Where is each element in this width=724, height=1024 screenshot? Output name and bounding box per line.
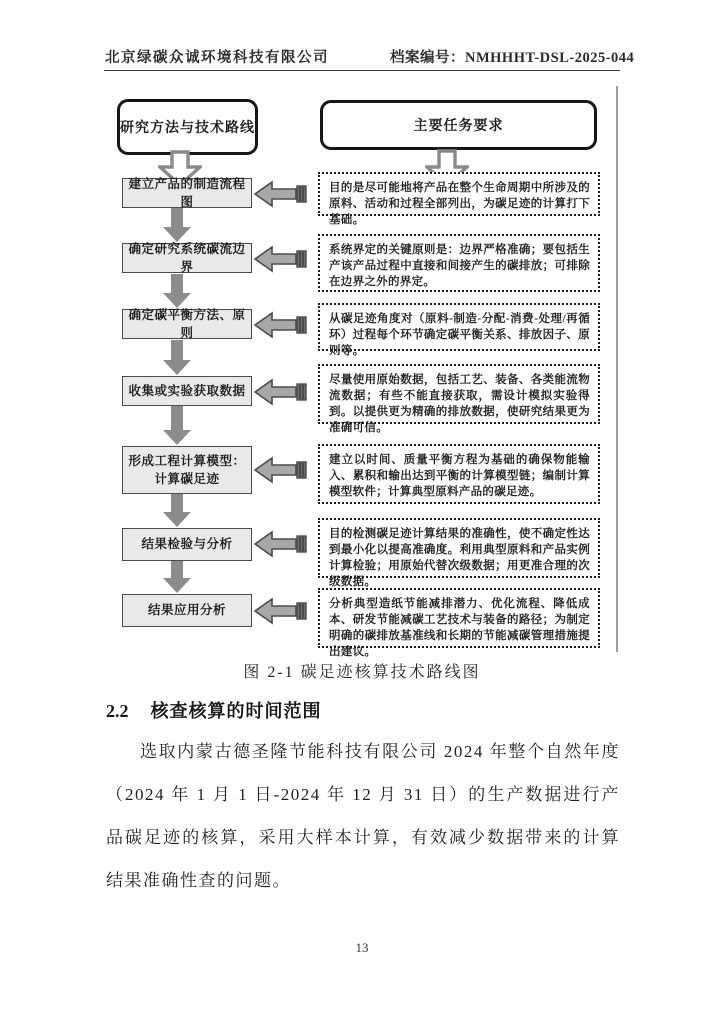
left-arrow-icon <box>254 310 312 340</box>
section-heading <box>106 697 322 723</box>
flow-step-box-2 <box>122 243 252 273</box>
flow-step-label: 形成工程计算模型： <box>128 453 246 468</box>
flow-step-box-7 <box>122 594 252 627</box>
flow-step-label: 结果应用分析 <box>147 603 226 618</box>
flow-task-box-6 <box>318 518 600 588</box>
flow-task-text: 从碳足迹角度对（原料-制造-分配-消费-处理/再循环）过程每个环节确定碳平衡关系、排放因子、原则等。 <box>329 313 590 357</box>
flow-step-box-6 <box>122 528 252 561</box>
section-title: 核查核算的时间范围 <box>150 701 322 721</box>
left-arrow-icon <box>254 244 312 274</box>
flow-left-column-header: 研究方法与技术路线 <box>117 99 258 155</box>
flow-step-box-4 <box>122 376 252 406</box>
flow-task-text: 目的是尽可能地将产品在整个生命周期中所涉及的原料、活动和过程全部列出，为碳足迹的计算打下基础。 <box>329 182 590 226</box>
flow-step-label: 计算碳足迹 <box>154 472 220 486</box>
section-number: 2.2 <box>106 701 129 721</box>
left-arrow-icon <box>254 179 312 209</box>
flow-step-label: 确定碳平衡方法、原则 <box>128 307 246 340</box>
down-arrow-icon <box>162 406 192 446</box>
flow-task-text: 系统界定的关键原则是：边界严格准确；要包括生产该产品过程中直接和间接产生的碳排放；可排除在边界之外的界定。 <box>329 244 590 288</box>
left-arrow-icon <box>254 529 312 559</box>
figure-edge-line <box>616 86 618 652</box>
flow-step-label: 建立产品的制造流程图 <box>128 176 246 209</box>
flow-task-box-2 <box>318 234 600 292</box>
body-paragraph: 选取内蒙古德圣隆节能科技有限公司 2024 年整个自然年度（2024 年 1 月 1 日-2024 年 12 月 31 日）的生产数据进行产品碳足迹的核算，采用大样本计算，有效减少数据带来的计算结果准确性查的问题。 <box>106 742 620 890</box>
flow-task-box-4 <box>318 364 600 434</box>
flow-task-text: 建立以时间、质量平衡方程为基础的确保物能输入、累积和输出达到平衡的计算模型链；编制计算模型软件；计算典型原料产品的碳足迹。 <box>329 454 590 498</box>
page-number: 13 <box>355 940 369 955</box>
flow-step-box-3 <box>122 309 252 339</box>
down-arrow-icon <box>162 208 192 243</box>
flow-step-label: 结果检验与分析 <box>141 537 233 552</box>
left-arrow-icon <box>254 377 312 407</box>
flow-step-box-5 <box>122 446 252 494</box>
header-doc-number: 档案编号：NMHHHT-DSL-2025-044 <box>390 50 635 66</box>
down-arrow-icon <box>162 561 192 594</box>
flow-task-text: 目的检测碳足迹计算结果的准确性，使不确定性达到最小化以提高准确度。利用典型原料和产品实例计算检验；用原始代替次级数据；用更准合理的次级数据。 <box>329 528 590 588</box>
flow-task-box-3 <box>318 303 600 357</box>
flow-task-box-1 <box>318 172 600 226</box>
flow-task-text: 分析典型造纸节能减排潜力、优化流程、降低成本、研发节能减碳工艺技术与装备的路径；为制定明确的碳排放基准线和长期的节能减碳管理措施提出建议。 <box>329 598 590 658</box>
flow-step-label: 确定研究系统碳流边界 <box>128 241 246 274</box>
flow-task-text: 尽量使用原始数据，包括工艺、装备、各类能流物流数据；有些不能直接获取，需设计模拟实验得到。以提供更为精确的排放数据，使研究结果更为准确可信。 <box>329 374 590 434</box>
flow-task-box-5 <box>318 444 600 504</box>
figure-caption: 图 2-1 碳足迹核算技术路线图 <box>243 664 481 681</box>
flow-step-box-1 <box>122 178 252 208</box>
left-arrow-icon <box>254 455 312 485</box>
down-arrow-icon <box>162 340 192 376</box>
left-arrow-icon <box>254 596 312 626</box>
flow-step-label: 收集或实验获取数据 <box>128 383 246 398</box>
flow-right-column-header: 主要任务要求 <box>320 100 597 150</box>
flow-task-box-7 <box>318 588 600 658</box>
down-arrow-icon <box>162 494 192 528</box>
header-company-name: 北京绿碳众诚环境科技有限公司 <box>105 50 329 66</box>
header-divider <box>104 70 620 71</box>
down-arrow-icon <box>162 274 192 309</box>
